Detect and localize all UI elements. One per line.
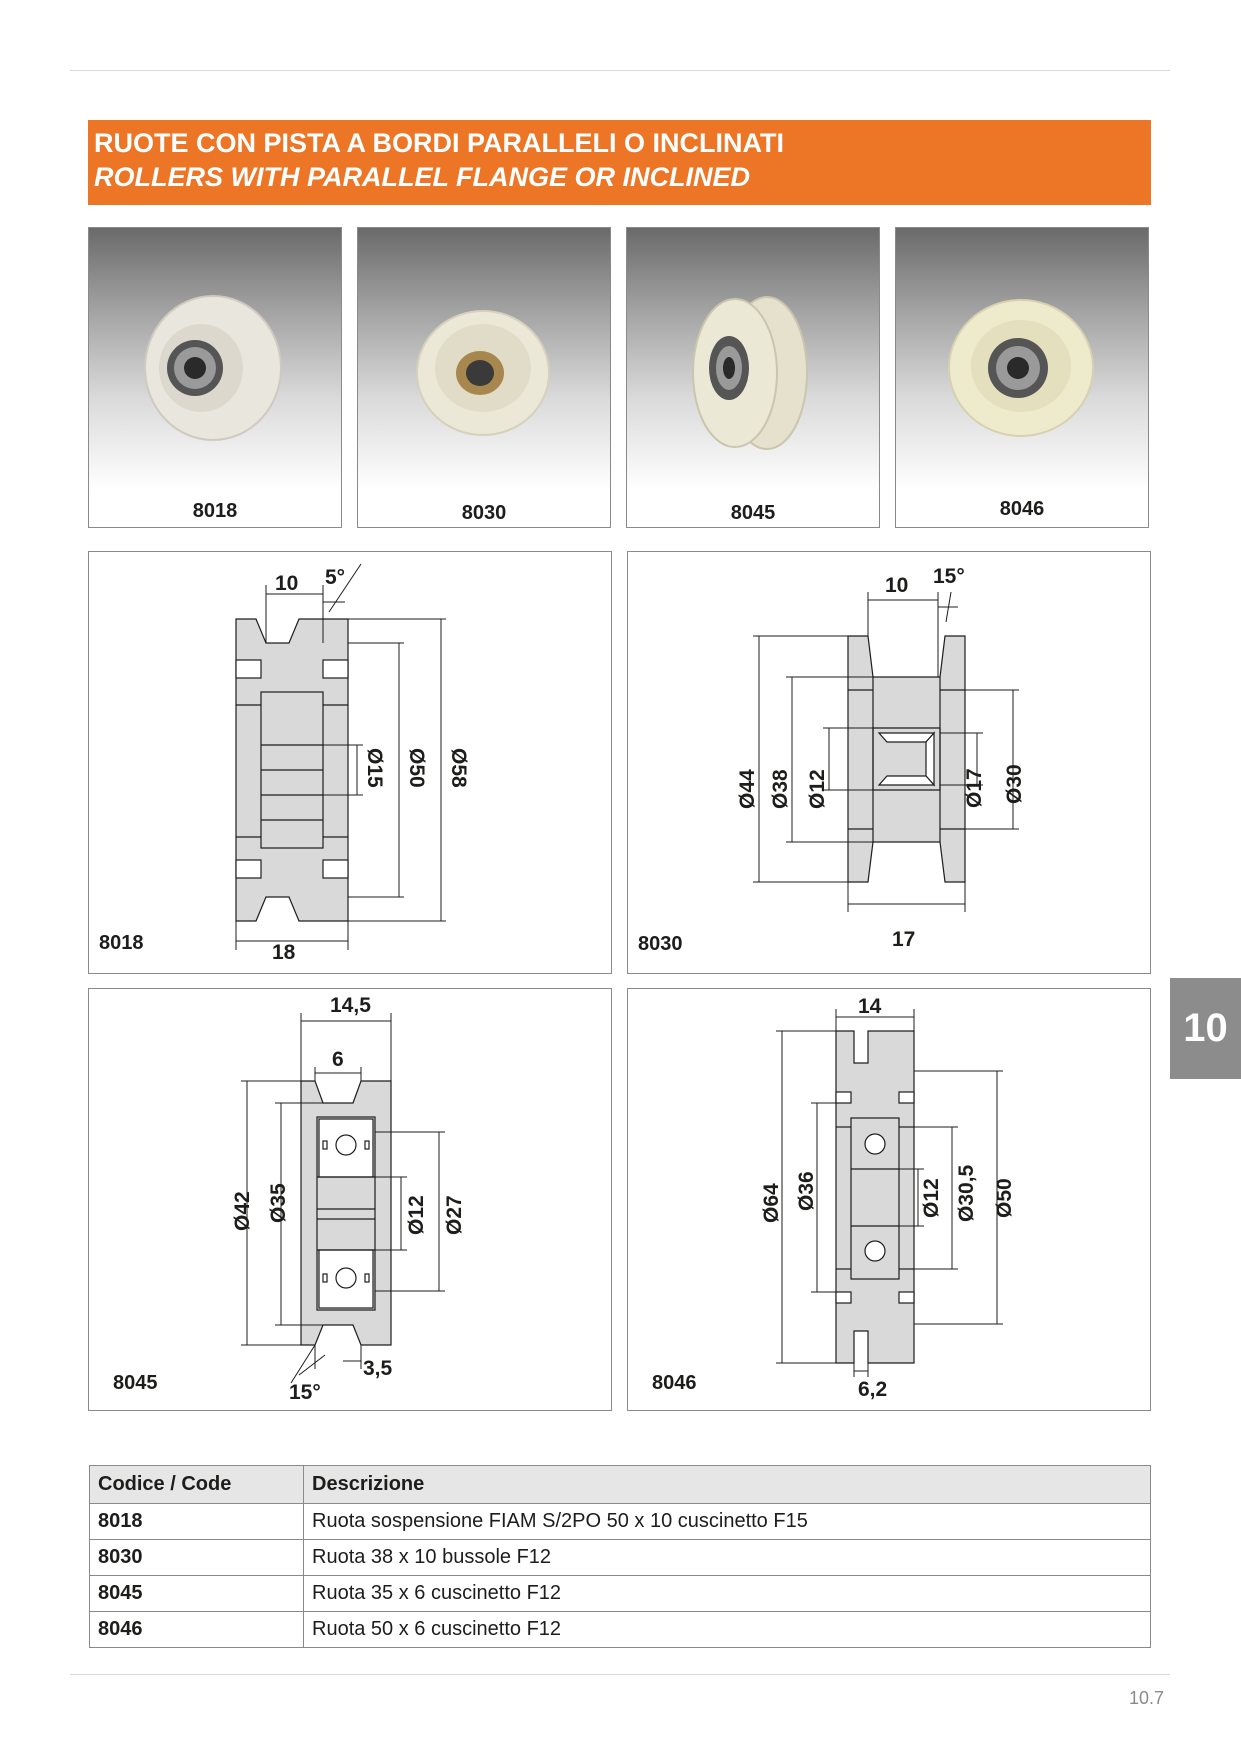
dim-bearing-diameter: Ø27 (443, 1195, 466, 1235)
photo-card-8018 (88, 227, 342, 528)
dim-bore-diameter: Ø15 (363, 748, 386, 788)
roller-photo-8046 (896, 228, 1149, 490)
table-row (90, 1504, 1151, 1540)
header-code: Codice / Code (90, 1466, 304, 1504)
dim-track-diameter: Ø36 (795, 1171, 818, 1211)
dim-bore-diameter: Ø12 (806, 769, 829, 809)
technical-drawing-8045 (89, 989, 613, 1412)
drawing-panel-8046 (627, 988, 1151, 1411)
dim-width-outer: 14,5 (330, 994, 371, 1017)
dim-angle: 15° (289, 1381, 321, 1404)
dim-width: 18 (272, 941, 296, 964)
dim-track-diameter: Ø35 (267, 1183, 290, 1223)
dim-track-diameter: Ø50 (405, 748, 428, 788)
dim-width: 14 (858, 995, 882, 1018)
bottom-rule (70, 1674, 1170, 1675)
dim-width-step: 3,5 (363, 1357, 393, 1380)
dim-width-top: 10 (275, 572, 299, 595)
table-row (90, 1540, 1151, 1576)
photo-card-8045 (626, 227, 880, 528)
product-table (89, 1465, 1151, 1648)
banner-title-italian: RUOTE CON PISTA A BORDI PARALLELI O INCLINATI (94, 128, 784, 158)
dim-bearing-inner-diameter: Ø30,5 (955, 1164, 978, 1222)
roller-photo-8045 (627, 228, 880, 490)
dim-outer-diameter: Ø58 (447, 748, 470, 788)
dim-bore-diameter: Ø12 (405, 1195, 428, 1235)
dim-angle: 5° (325, 566, 346, 589)
dim-angle: 15° (933, 565, 965, 588)
dim-width-groove: 6 (332, 1048, 344, 1071)
dim-outer-diameter: Ø42 (231, 1191, 254, 1231)
photo-card-8046 (895, 227, 1149, 528)
drawing-code: 8018 (99, 932, 144, 954)
section-banner (88, 120, 1151, 205)
row-description: Ruota 38 x 10 bussole F12 (304, 1540, 1151, 1576)
drawing-code: 8030 (638, 933, 683, 955)
row-code: 8045 (90, 1576, 304, 1612)
dim-outer-diameter: Ø64 (760, 1183, 783, 1223)
technical-drawing-8030 (628, 552, 1152, 975)
dim-bush-outer-diameter: Ø30 (1003, 764, 1026, 804)
table-row (90, 1576, 1151, 1612)
dim-bore-diameter: Ø12 (920, 1178, 943, 1218)
drawing-panel-8018 (88, 551, 612, 974)
drawing-panel-8045 (88, 988, 612, 1411)
page-number: 10.7 (1129, 1688, 1165, 1708)
technical-drawing-8018 (89, 552, 613, 975)
banner-title-english: ROLLERS WITH PARALLEL FLANGE OR INCLINED (94, 162, 750, 192)
row-description: Ruota 50 x 6 cuscinetto F12 (304, 1612, 1151, 1648)
row-code: 8046 (90, 1612, 304, 1648)
dim-width-top: 10 (885, 574, 909, 597)
technical-drawing-8046 (628, 989, 1152, 1412)
top-rule (70, 70, 1170, 71)
row-code: 8030 (90, 1540, 304, 1576)
dim-bush-inner-diameter: Ø17 (963, 768, 986, 808)
roller-photo-8018 (89, 228, 342, 490)
section-tab: 10 (1170, 978, 1241, 1079)
row-description: Ruota 35 x 6 cuscinetto F12 (304, 1576, 1151, 1612)
dim-width: 17 (892, 928, 916, 951)
photo-code: 8045 (730, 502, 776, 524)
dim-width-groove: 6,2 (858, 1378, 888, 1401)
drawing-code: 8045 (113, 1372, 158, 1394)
drawing-panel-8030 (627, 551, 1151, 974)
row-code: 8018 (90, 1504, 304, 1540)
roller-photo-8030 (358, 228, 611, 490)
header-description: Descrizione (304, 1466, 1151, 1504)
dim-outer-diameter: Ø44 (736, 769, 759, 809)
photo-code: 8018 (192, 500, 238, 522)
table-header-row (90, 1466, 1151, 1504)
drawing-code: 8046 (652, 1372, 697, 1394)
dim-track-diameter: Ø38 (769, 769, 792, 809)
dim-bearing-outer-diameter: Ø50 (993, 1178, 1016, 1218)
photo-code: 8030 (461, 502, 507, 524)
photo-code: 8046 (999, 498, 1045, 520)
photo-card-8030 (357, 227, 611, 528)
row-description: Ruota sospensione FIAM S/2PO 50 x 10 cuscinetto F15 (304, 1504, 1151, 1540)
table-row (90, 1612, 1151, 1648)
